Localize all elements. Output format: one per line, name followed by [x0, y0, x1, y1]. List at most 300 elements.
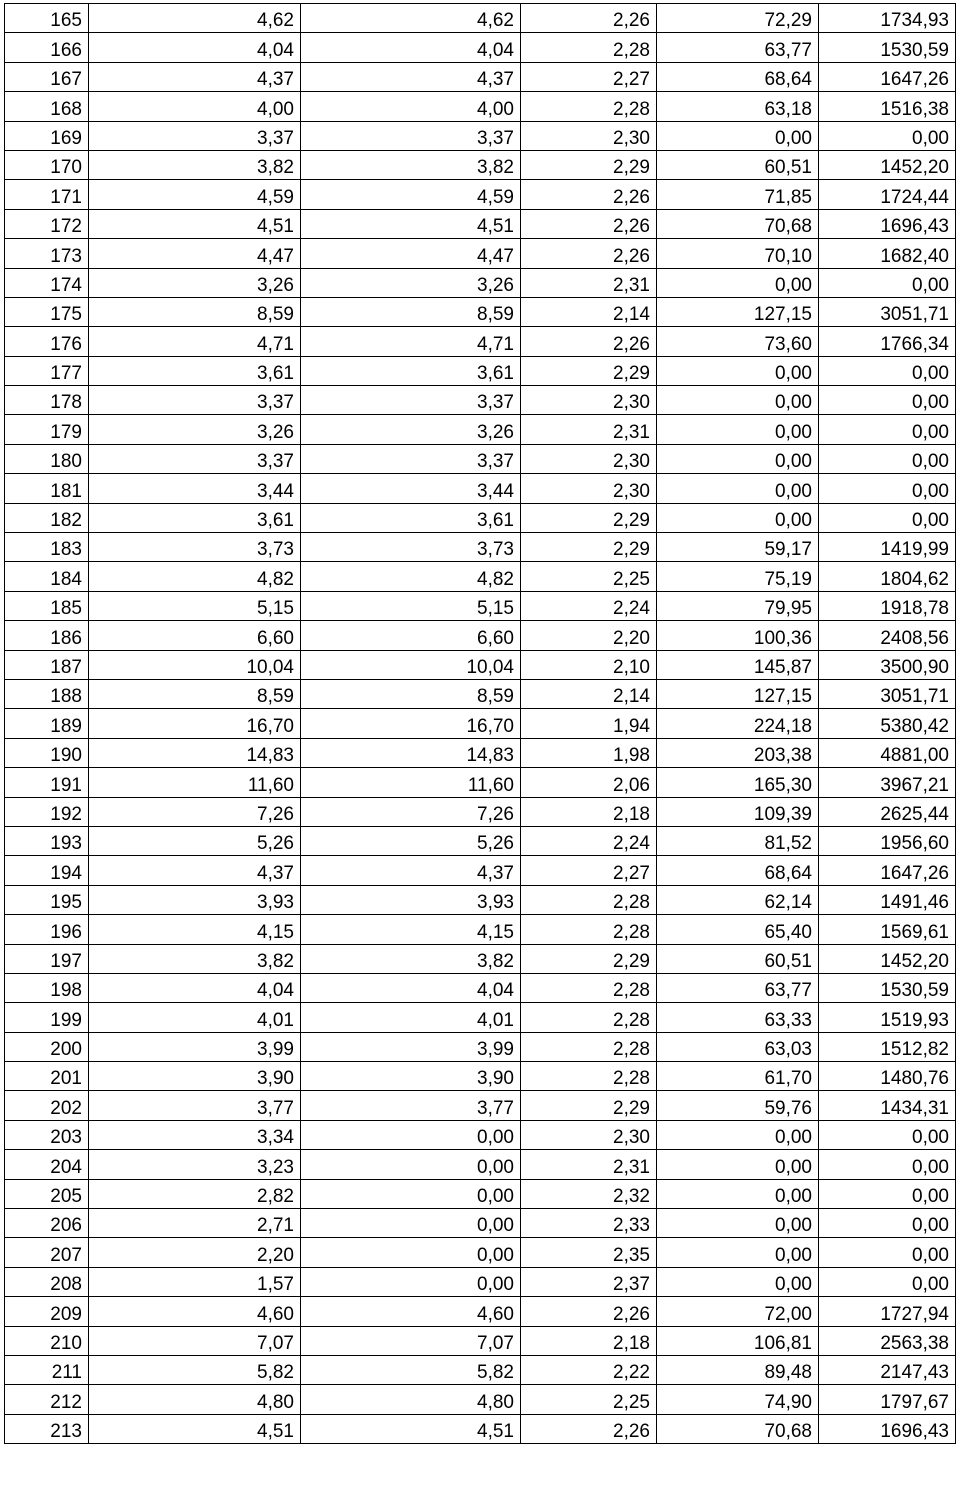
col-4-cell: 127,15 — [657, 679, 819, 708]
col-5-cell: 1419,99 — [819, 533, 956, 562]
table-row — [5, 1179, 956, 1208]
col-3-cell: 2,28 — [521, 92, 657, 121]
row-id-cell: 210 — [5, 1326, 89, 1355]
col-3-cell: 2,32 — [521, 1179, 657, 1208]
col-5-cell: 1696,43 — [819, 1414, 956, 1443]
table-row — [5, 591, 956, 620]
col-2-cell: 16,70 — [301, 709, 521, 738]
col-5-cell: 3051,71 — [819, 297, 956, 326]
col-5-cell: 0,00 — [819, 1267, 956, 1296]
col-2-cell: 8,59 — [301, 297, 521, 326]
col-4-cell: 0,00 — [657, 268, 819, 297]
row-id-cell: 184 — [5, 562, 89, 591]
col-3-cell: 2,18 — [521, 797, 657, 826]
col-3-cell: 2,22 — [521, 1355, 657, 1384]
col-1-cell: 3,82 — [89, 150, 301, 179]
row-id-cell: 181 — [5, 474, 89, 503]
table-row — [5, 209, 956, 238]
col-3-cell: 2,10 — [521, 650, 657, 679]
col-4-cell: 65,40 — [657, 915, 819, 944]
table-row — [5, 33, 956, 62]
table-row — [5, 444, 956, 473]
col-3-cell: 2,26 — [521, 180, 657, 209]
col-2-cell: 0,00 — [301, 1267, 521, 1296]
table-row — [5, 327, 956, 356]
row-id-cell: 185 — [5, 591, 89, 620]
col-4-cell: 63,33 — [657, 1003, 819, 1032]
col-1-cell: 4,37 — [89, 62, 301, 91]
col-3-cell: 2,26 — [521, 4, 657, 33]
col-5-cell: 1682,40 — [819, 239, 956, 268]
table-row — [5, 474, 956, 503]
col-4-cell: 0,00 — [657, 1238, 819, 1267]
table-row — [5, 297, 956, 326]
table-row — [5, 915, 956, 944]
col-1-cell: 3,37 — [89, 386, 301, 415]
col-4-cell: 203,38 — [657, 738, 819, 767]
col-2-cell: 3,37 — [301, 444, 521, 473]
col-2-cell: 0,00 — [301, 1150, 521, 1179]
col-5-cell: 1434,31 — [819, 1091, 956, 1120]
table-row — [5, 121, 956, 150]
col-5-cell: 1734,93 — [819, 4, 956, 33]
col-5-cell: 0,00 — [819, 415, 956, 444]
col-1-cell: 8,59 — [89, 297, 301, 326]
table-row — [5, 944, 956, 973]
col-2-cell: 4,62 — [301, 4, 521, 33]
row-id-cell: 209 — [5, 1297, 89, 1326]
col-1-cell: 3,34 — [89, 1120, 301, 1149]
col-3-cell: 2,24 — [521, 591, 657, 620]
row-id-cell: 199 — [5, 1003, 89, 1032]
col-4-cell: 0,00 — [657, 121, 819, 150]
col-2-cell: 4,37 — [301, 62, 521, 91]
col-3-cell: 2,27 — [521, 62, 657, 91]
col-5-cell: 1516,38 — [819, 92, 956, 121]
row-id-cell: 195 — [5, 885, 89, 914]
col-1-cell: 3,23 — [89, 1150, 301, 1179]
row-id-cell: 166 — [5, 33, 89, 62]
col-3-cell: 2,31 — [521, 415, 657, 444]
col-1-cell: 5,82 — [89, 1355, 301, 1384]
row-id-cell: 177 — [5, 356, 89, 385]
col-5-cell: 2147,43 — [819, 1355, 956, 1384]
col-2-cell: 4,60 — [301, 1297, 521, 1326]
col-5-cell: 0,00 — [819, 1209, 956, 1238]
col-4-cell: 70,68 — [657, 1414, 819, 1443]
table-row — [5, 1032, 956, 1061]
table-row — [5, 356, 956, 385]
col-1-cell: 4,04 — [89, 973, 301, 1002]
col-2-cell: 3,82 — [301, 150, 521, 179]
col-5-cell: 1647,26 — [819, 856, 956, 885]
col-1-cell: 4,04 — [89, 33, 301, 62]
row-id-cell: 211 — [5, 1355, 89, 1384]
col-4-cell: 0,00 — [657, 1209, 819, 1238]
table-body — [5, 4, 956, 1444]
col-4-cell: 165,30 — [657, 768, 819, 797]
col-2-cell: 5,82 — [301, 1355, 521, 1384]
col-2-cell: 7,07 — [301, 1326, 521, 1355]
col-3-cell: 2,30 — [521, 1120, 657, 1149]
table-row — [5, 1150, 956, 1179]
col-5-cell: 1530,59 — [819, 973, 956, 1002]
col-2-cell: 4,80 — [301, 1385, 521, 1414]
col-5-cell: 1766,34 — [819, 327, 956, 356]
col-3-cell: 2,29 — [521, 944, 657, 973]
table-row — [5, 1209, 956, 1238]
col-5-cell: 0,00 — [819, 444, 956, 473]
table-row — [5, 621, 956, 650]
row-id-cell: 182 — [5, 503, 89, 532]
col-3-cell: 2,29 — [521, 1091, 657, 1120]
col-2-cell: 3,93 — [301, 885, 521, 914]
col-1-cell: 3,93 — [89, 885, 301, 914]
table-row — [5, 973, 956, 1002]
col-5-cell: 1804,62 — [819, 562, 956, 591]
col-3-cell: 2,06 — [521, 768, 657, 797]
col-3-cell: 2,30 — [521, 386, 657, 415]
row-id-cell: 196 — [5, 915, 89, 944]
row-id-cell: 206 — [5, 1209, 89, 1238]
row-id-cell: 190 — [5, 738, 89, 767]
col-5-cell: 3051,71 — [819, 679, 956, 708]
col-5-cell: 0,00 — [819, 121, 956, 150]
col-5-cell: 0,00 — [819, 1120, 956, 1149]
col-4-cell: 79,95 — [657, 591, 819, 620]
row-id-cell: 176 — [5, 327, 89, 356]
col-5-cell: 0,00 — [819, 386, 956, 415]
col-1-cell: 3,90 — [89, 1062, 301, 1091]
col-5-cell: 0,00 — [819, 1150, 956, 1179]
col-3-cell: 2,27 — [521, 856, 657, 885]
col-1-cell: 3,37 — [89, 121, 301, 150]
col-3-cell: 2,28 — [521, 915, 657, 944]
row-id-cell: 191 — [5, 768, 89, 797]
col-4-cell: 63,03 — [657, 1032, 819, 1061]
col-1-cell: 3,44 — [89, 474, 301, 503]
col-1-cell: 4,82 — [89, 562, 301, 591]
row-id-cell: 173 — [5, 239, 89, 268]
table-row — [5, 1120, 956, 1149]
row-id-cell: 183 — [5, 533, 89, 562]
col-3-cell: 2,28 — [521, 1032, 657, 1061]
col-2-cell: 4,51 — [301, 1414, 521, 1443]
col-3-cell: 1,98 — [521, 738, 657, 767]
col-2-cell: 14,83 — [301, 738, 521, 767]
col-1-cell: 7,07 — [89, 1326, 301, 1355]
col-3-cell: 2,25 — [521, 562, 657, 591]
col-1-cell: 10,04 — [89, 650, 301, 679]
col-3-cell: 2,14 — [521, 679, 657, 708]
col-5-cell: 0,00 — [819, 356, 956, 385]
row-id-cell: 186 — [5, 621, 89, 650]
col-5-cell: 1452,20 — [819, 150, 956, 179]
row-id-cell: 188 — [5, 679, 89, 708]
col-4-cell: 224,18 — [657, 709, 819, 738]
col-1-cell: 3,73 — [89, 533, 301, 562]
table-row — [5, 1062, 956, 1091]
col-3-cell: 2,29 — [521, 150, 657, 179]
row-id-cell: 165 — [5, 4, 89, 33]
col-1-cell: 7,26 — [89, 797, 301, 826]
col-4-cell: 60,51 — [657, 150, 819, 179]
col-2-cell: 0,00 — [301, 1179, 521, 1208]
col-1-cell: 4,15 — [89, 915, 301, 944]
col-1-cell: 2,20 — [89, 1238, 301, 1267]
col-4-cell: 60,51 — [657, 944, 819, 973]
col-4-cell: 0,00 — [657, 1267, 819, 1296]
col-5-cell: 1696,43 — [819, 209, 956, 238]
row-id-cell: 208 — [5, 1267, 89, 1296]
col-1-cell: 2,82 — [89, 1179, 301, 1208]
col-2-cell: 4,71 — [301, 327, 521, 356]
table-row — [5, 268, 956, 297]
row-id-cell: 194 — [5, 856, 89, 885]
col-5-cell: 1452,20 — [819, 944, 956, 973]
col-5-cell: 2408,56 — [819, 621, 956, 650]
col-3-cell: 2,35 — [521, 1238, 657, 1267]
col-3-cell: 1,94 — [521, 709, 657, 738]
col-2-cell: 3,26 — [301, 268, 521, 297]
table-row — [5, 797, 956, 826]
col-4-cell: 109,39 — [657, 797, 819, 826]
col-1-cell: 3,99 — [89, 1032, 301, 1061]
table-row — [5, 1326, 956, 1355]
row-id-cell: 192 — [5, 797, 89, 826]
table-row — [5, 62, 956, 91]
row-id-cell: 207 — [5, 1238, 89, 1267]
col-5-cell: 1480,76 — [819, 1062, 956, 1091]
col-1-cell: 4,71 — [89, 327, 301, 356]
col-3-cell: 2,26 — [521, 239, 657, 268]
table-row — [5, 1267, 956, 1296]
table-row — [5, 415, 956, 444]
col-5-cell: 1647,26 — [819, 62, 956, 91]
table-row — [5, 650, 956, 679]
col-2-cell: 4,04 — [301, 33, 521, 62]
col-2-cell: 3,90 — [301, 1062, 521, 1091]
row-id-cell: 170 — [5, 150, 89, 179]
table-row — [5, 826, 956, 855]
col-4-cell: 0,00 — [657, 503, 819, 532]
col-4-cell: 0,00 — [657, 415, 819, 444]
col-1-cell: 3,26 — [89, 268, 301, 297]
col-4-cell: 100,36 — [657, 621, 819, 650]
row-id-cell: 212 — [5, 1385, 89, 1414]
col-5-cell: 0,00 — [819, 474, 956, 503]
col-2-cell: 3,61 — [301, 356, 521, 385]
row-id-cell: 200 — [5, 1032, 89, 1061]
table-row — [5, 1297, 956, 1326]
col-3-cell: 2,26 — [521, 209, 657, 238]
col-5-cell: 3967,21 — [819, 768, 956, 797]
col-1-cell: 4,80 — [89, 1385, 301, 1414]
row-id-cell: 174 — [5, 268, 89, 297]
col-1-cell: 4,00 — [89, 92, 301, 121]
col-1-cell: 4,60 — [89, 1297, 301, 1326]
col-5-cell: 0,00 — [819, 1179, 956, 1208]
table-row — [5, 1414, 956, 1443]
col-4-cell: 145,87 — [657, 650, 819, 679]
col-5-cell: 5380,42 — [819, 709, 956, 738]
col-3-cell: 2,24 — [521, 826, 657, 855]
col-2-cell: 0,00 — [301, 1238, 521, 1267]
col-1-cell: 11,60 — [89, 768, 301, 797]
table-row — [5, 4, 956, 33]
col-2-cell: 3,61 — [301, 503, 521, 532]
col-2-cell: 11,60 — [301, 768, 521, 797]
col-2-cell: 4,59 — [301, 180, 521, 209]
row-id-cell: 168 — [5, 92, 89, 121]
col-2-cell: 4,04 — [301, 973, 521, 1002]
table-row — [5, 1355, 956, 1384]
col-5-cell: 2563,38 — [819, 1326, 956, 1355]
col-5-cell: 4881,00 — [819, 738, 956, 767]
table-row — [5, 180, 956, 209]
table-row — [5, 92, 956, 121]
col-3-cell: 2,37 — [521, 1267, 657, 1296]
row-id-cell: 198 — [5, 973, 89, 1002]
col-1-cell: 2,71 — [89, 1209, 301, 1238]
col-3-cell: 2,28 — [521, 885, 657, 914]
table-row — [5, 150, 956, 179]
col-1-cell: 4,62 — [89, 4, 301, 33]
col-4-cell: 0,00 — [657, 1179, 819, 1208]
col-5-cell: 1727,94 — [819, 1297, 956, 1326]
col-3-cell: 2,26 — [521, 327, 657, 356]
col-1-cell: 3,61 — [89, 356, 301, 385]
col-1-cell: 5,15 — [89, 591, 301, 620]
col-3-cell: 2,33 — [521, 1209, 657, 1238]
col-5-cell: 2625,44 — [819, 797, 956, 826]
col-5-cell: 1512,82 — [819, 1032, 956, 1061]
col-4-cell: 89,48 — [657, 1355, 819, 1384]
col-1-cell: 4,47 — [89, 239, 301, 268]
col-4-cell: 0,00 — [657, 444, 819, 473]
col-2-cell: 3,37 — [301, 386, 521, 415]
table-row — [5, 1385, 956, 1414]
col-3-cell: 2,26 — [521, 1297, 657, 1326]
col-2-cell: 4,47 — [301, 239, 521, 268]
col-3-cell: 2,30 — [521, 474, 657, 503]
col-2-cell: 3,73 — [301, 533, 521, 562]
col-2-cell: 7,26 — [301, 797, 521, 826]
col-2-cell: 3,26 — [301, 415, 521, 444]
col-2-cell: 3,77 — [301, 1091, 521, 1120]
col-5-cell: 1569,61 — [819, 915, 956, 944]
row-id-cell: 204 — [5, 1150, 89, 1179]
col-4-cell: 71,85 — [657, 180, 819, 209]
col-1-cell: 5,26 — [89, 826, 301, 855]
table-row — [5, 856, 956, 885]
col-5-cell: 3500,90 — [819, 650, 956, 679]
col-1-cell: 1,57 — [89, 1267, 301, 1296]
col-3-cell: 2,28 — [521, 33, 657, 62]
col-1-cell: 4,59 — [89, 180, 301, 209]
col-3-cell: 2,28 — [521, 1062, 657, 1091]
col-2-cell: 4,01 — [301, 1003, 521, 1032]
col-5-cell: 1956,60 — [819, 826, 956, 855]
col-1-cell: 6,60 — [89, 621, 301, 650]
col-4-cell: 63,18 — [657, 92, 819, 121]
row-id-cell: 193 — [5, 826, 89, 855]
table-row — [5, 239, 956, 268]
col-1-cell: 3,82 — [89, 944, 301, 973]
row-id-cell: 202 — [5, 1091, 89, 1120]
row-id-cell: 187 — [5, 650, 89, 679]
col-4-cell: 70,10 — [657, 239, 819, 268]
col-4-cell: 62,14 — [657, 885, 819, 914]
data-table — [4, 3, 956, 1444]
col-4-cell: 0,00 — [657, 1120, 819, 1149]
table-row — [5, 386, 956, 415]
col-4-cell: 59,17 — [657, 533, 819, 562]
col-3-cell: 2,29 — [521, 356, 657, 385]
col-3-cell: 2,30 — [521, 444, 657, 473]
col-5-cell: 0,00 — [819, 1238, 956, 1267]
col-4-cell: 72,00 — [657, 1297, 819, 1326]
col-4-cell: 70,68 — [657, 209, 819, 238]
table-row — [5, 533, 956, 562]
col-2-cell: 4,15 — [301, 915, 521, 944]
col-1-cell: 4,37 — [89, 856, 301, 885]
row-id-cell: 213 — [5, 1414, 89, 1443]
col-3-cell: 2,25 — [521, 1385, 657, 1414]
row-id-cell: 178 — [5, 386, 89, 415]
data-sheet — [4, 3, 956, 1444]
row-id-cell: 167 — [5, 62, 89, 91]
col-4-cell: 63,77 — [657, 973, 819, 1002]
col-2-cell: 4,82 — [301, 562, 521, 591]
row-id-cell: 171 — [5, 180, 89, 209]
col-5-cell: 1519,93 — [819, 1003, 956, 1032]
col-3-cell: 2,28 — [521, 1003, 657, 1032]
col-1-cell: 3,26 — [89, 415, 301, 444]
col-5-cell: 1797,67 — [819, 1385, 956, 1414]
table-row — [5, 503, 956, 532]
col-4-cell: 0,00 — [657, 356, 819, 385]
col-4-cell: 75,19 — [657, 562, 819, 591]
col-4-cell: 61,70 — [657, 1062, 819, 1091]
col-3-cell: 2,30 — [521, 121, 657, 150]
col-2-cell: 0,00 — [301, 1120, 521, 1149]
col-3-cell: 2,20 — [521, 621, 657, 650]
col-3-cell: 2,14 — [521, 297, 657, 326]
col-2-cell: 4,00 — [301, 92, 521, 121]
table-row — [5, 709, 956, 738]
col-2-cell: 5,15 — [301, 591, 521, 620]
col-3-cell: 2,29 — [521, 533, 657, 562]
col-4-cell: 74,90 — [657, 1385, 819, 1414]
col-2-cell: 3,37 — [301, 121, 521, 150]
col-2-cell: 3,99 — [301, 1032, 521, 1061]
col-4-cell: 68,64 — [657, 62, 819, 91]
table-row — [5, 1091, 956, 1120]
col-5-cell: 1491,46 — [819, 885, 956, 914]
col-1-cell: 8,59 — [89, 679, 301, 708]
col-5-cell: 1530,59 — [819, 33, 956, 62]
col-3-cell: 2,31 — [521, 1150, 657, 1179]
row-id-cell: 205 — [5, 1179, 89, 1208]
col-2-cell: 10,04 — [301, 650, 521, 679]
col-1-cell: 4,01 — [89, 1003, 301, 1032]
row-id-cell: 201 — [5, 1062, 89, 1091]
col-4-cell: 68,64 — [657, 856, 819, 885]
table-row — [5, 768, 956, 797]
row-id-cell: 180 — [5, 444, 89, 473]
col-2-cell: 4,51 — [301, 209, 521, 238]
